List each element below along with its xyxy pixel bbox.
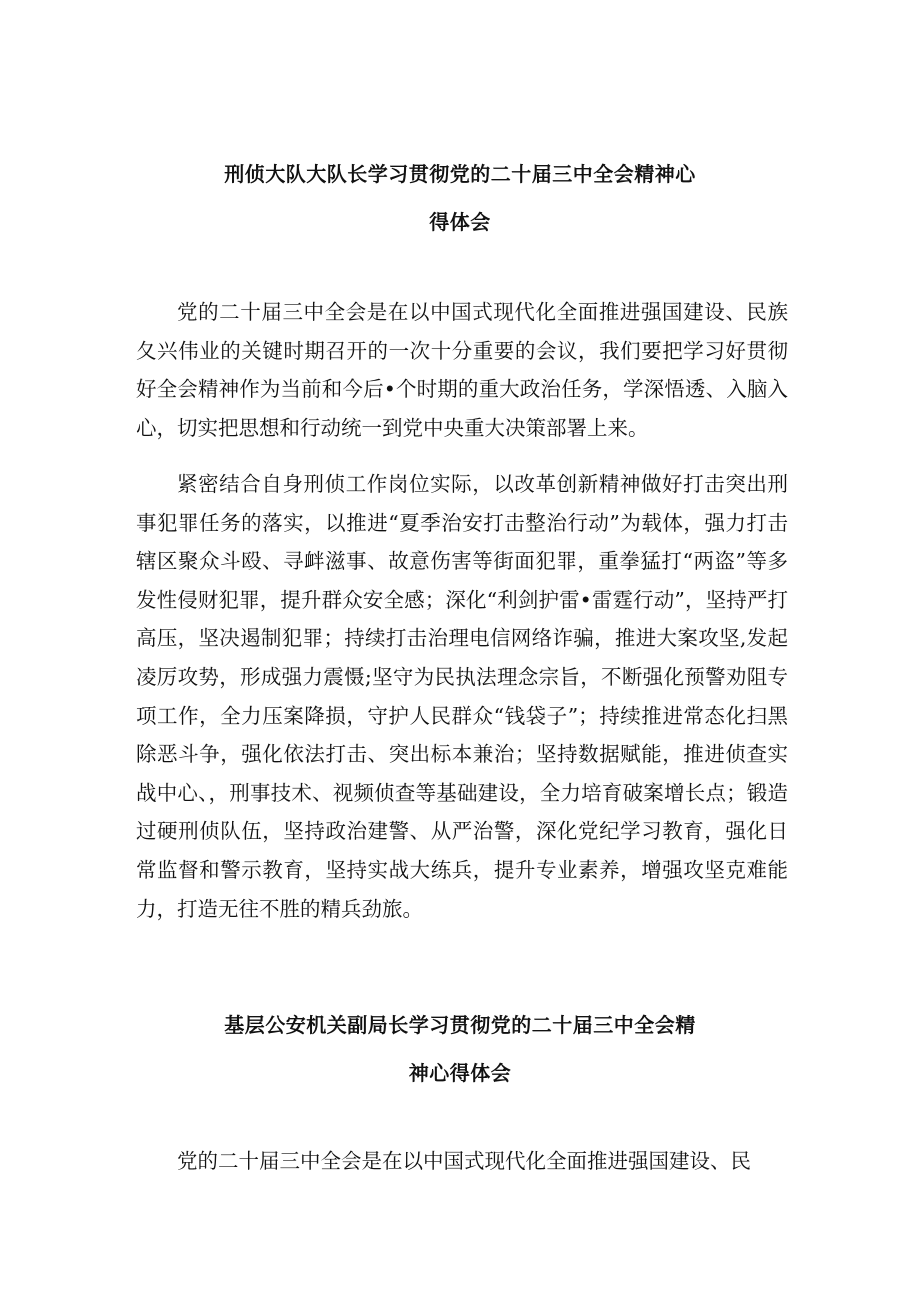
section1-title <box>0 150 920 246</box>
section2-title-line2: 神心得体会 <box>408 1061 512 1085</box>
section1-title-line2: 得体会 <box>429 210 491 234</box>
section1-paragraph-1: 党的二十届三中全会是在以中国式现代化全面推进强国建设、民族夂兴伟业的关键时期召开的一次十分重要的会议，我们要把学习好贯彻好全会精神作为当前和今后•个时期的重大政治任务，学深悟透、入脑入心，切实把思想和行动统一到党中央重大决策部署上来。 <box>136 300 788 440</box>
section1-title-line1: 刑侦大队大队长学习贯彻党的二十届三中全会精神心 <box>224 162 696 186</box>
section1-paragraph-2: 紧密结合自身刑侦工作岗位实际，以改革创新精神做好打击突出刑事犯罪任务的落实，以推进“夏季治安打击整治行动”为载体，强力打击辖区聚众斗殴、寻衅滋事、故意伤害等街面犯罪，重拳猛打“两盗”等多发性侵财犯罪，提升群众安全感；深化“利剑护雷•雷霆行动”，坚持严打高压，坚决遏制犯罪；持续打击治理电信网络诈骗，推进大案攻坚,发起凌厉攻势，形成强力震慑;坚守为民执法理念宗旨，不断强化预警劝阻专项工作，全力压案降损，守护人民群众“钱袋子”；持续推进常态化扫黑除恶斗争，强化依法打击、突出标本兼治；坚持数据赋能，推进侦查实战中心、，刑事技术、视频侦查等基础建设，全力培育破案增长点；锻造过硬刑侦队伍，坚持政治建警、从严治警，深化党纪学习教育，强化日常监督和警示教育，坚持实战大练兵，提升专业素养，增强攻坚克难能力，打造无往不胜的精兵劲旅。 <box>136 472 788 921</box>
section2-title <box>0 1001 920 1097</box>
section2-title-line1: 基层公安机关副局长学习贯彻党的二十届三中全会精 <box>224 1013 696 1037</box>
section2-paragraph-1: 党的二十届三中全会是在以中国式现代化全面推进强国建设、民 <box>177 1149 751 1173</box>
